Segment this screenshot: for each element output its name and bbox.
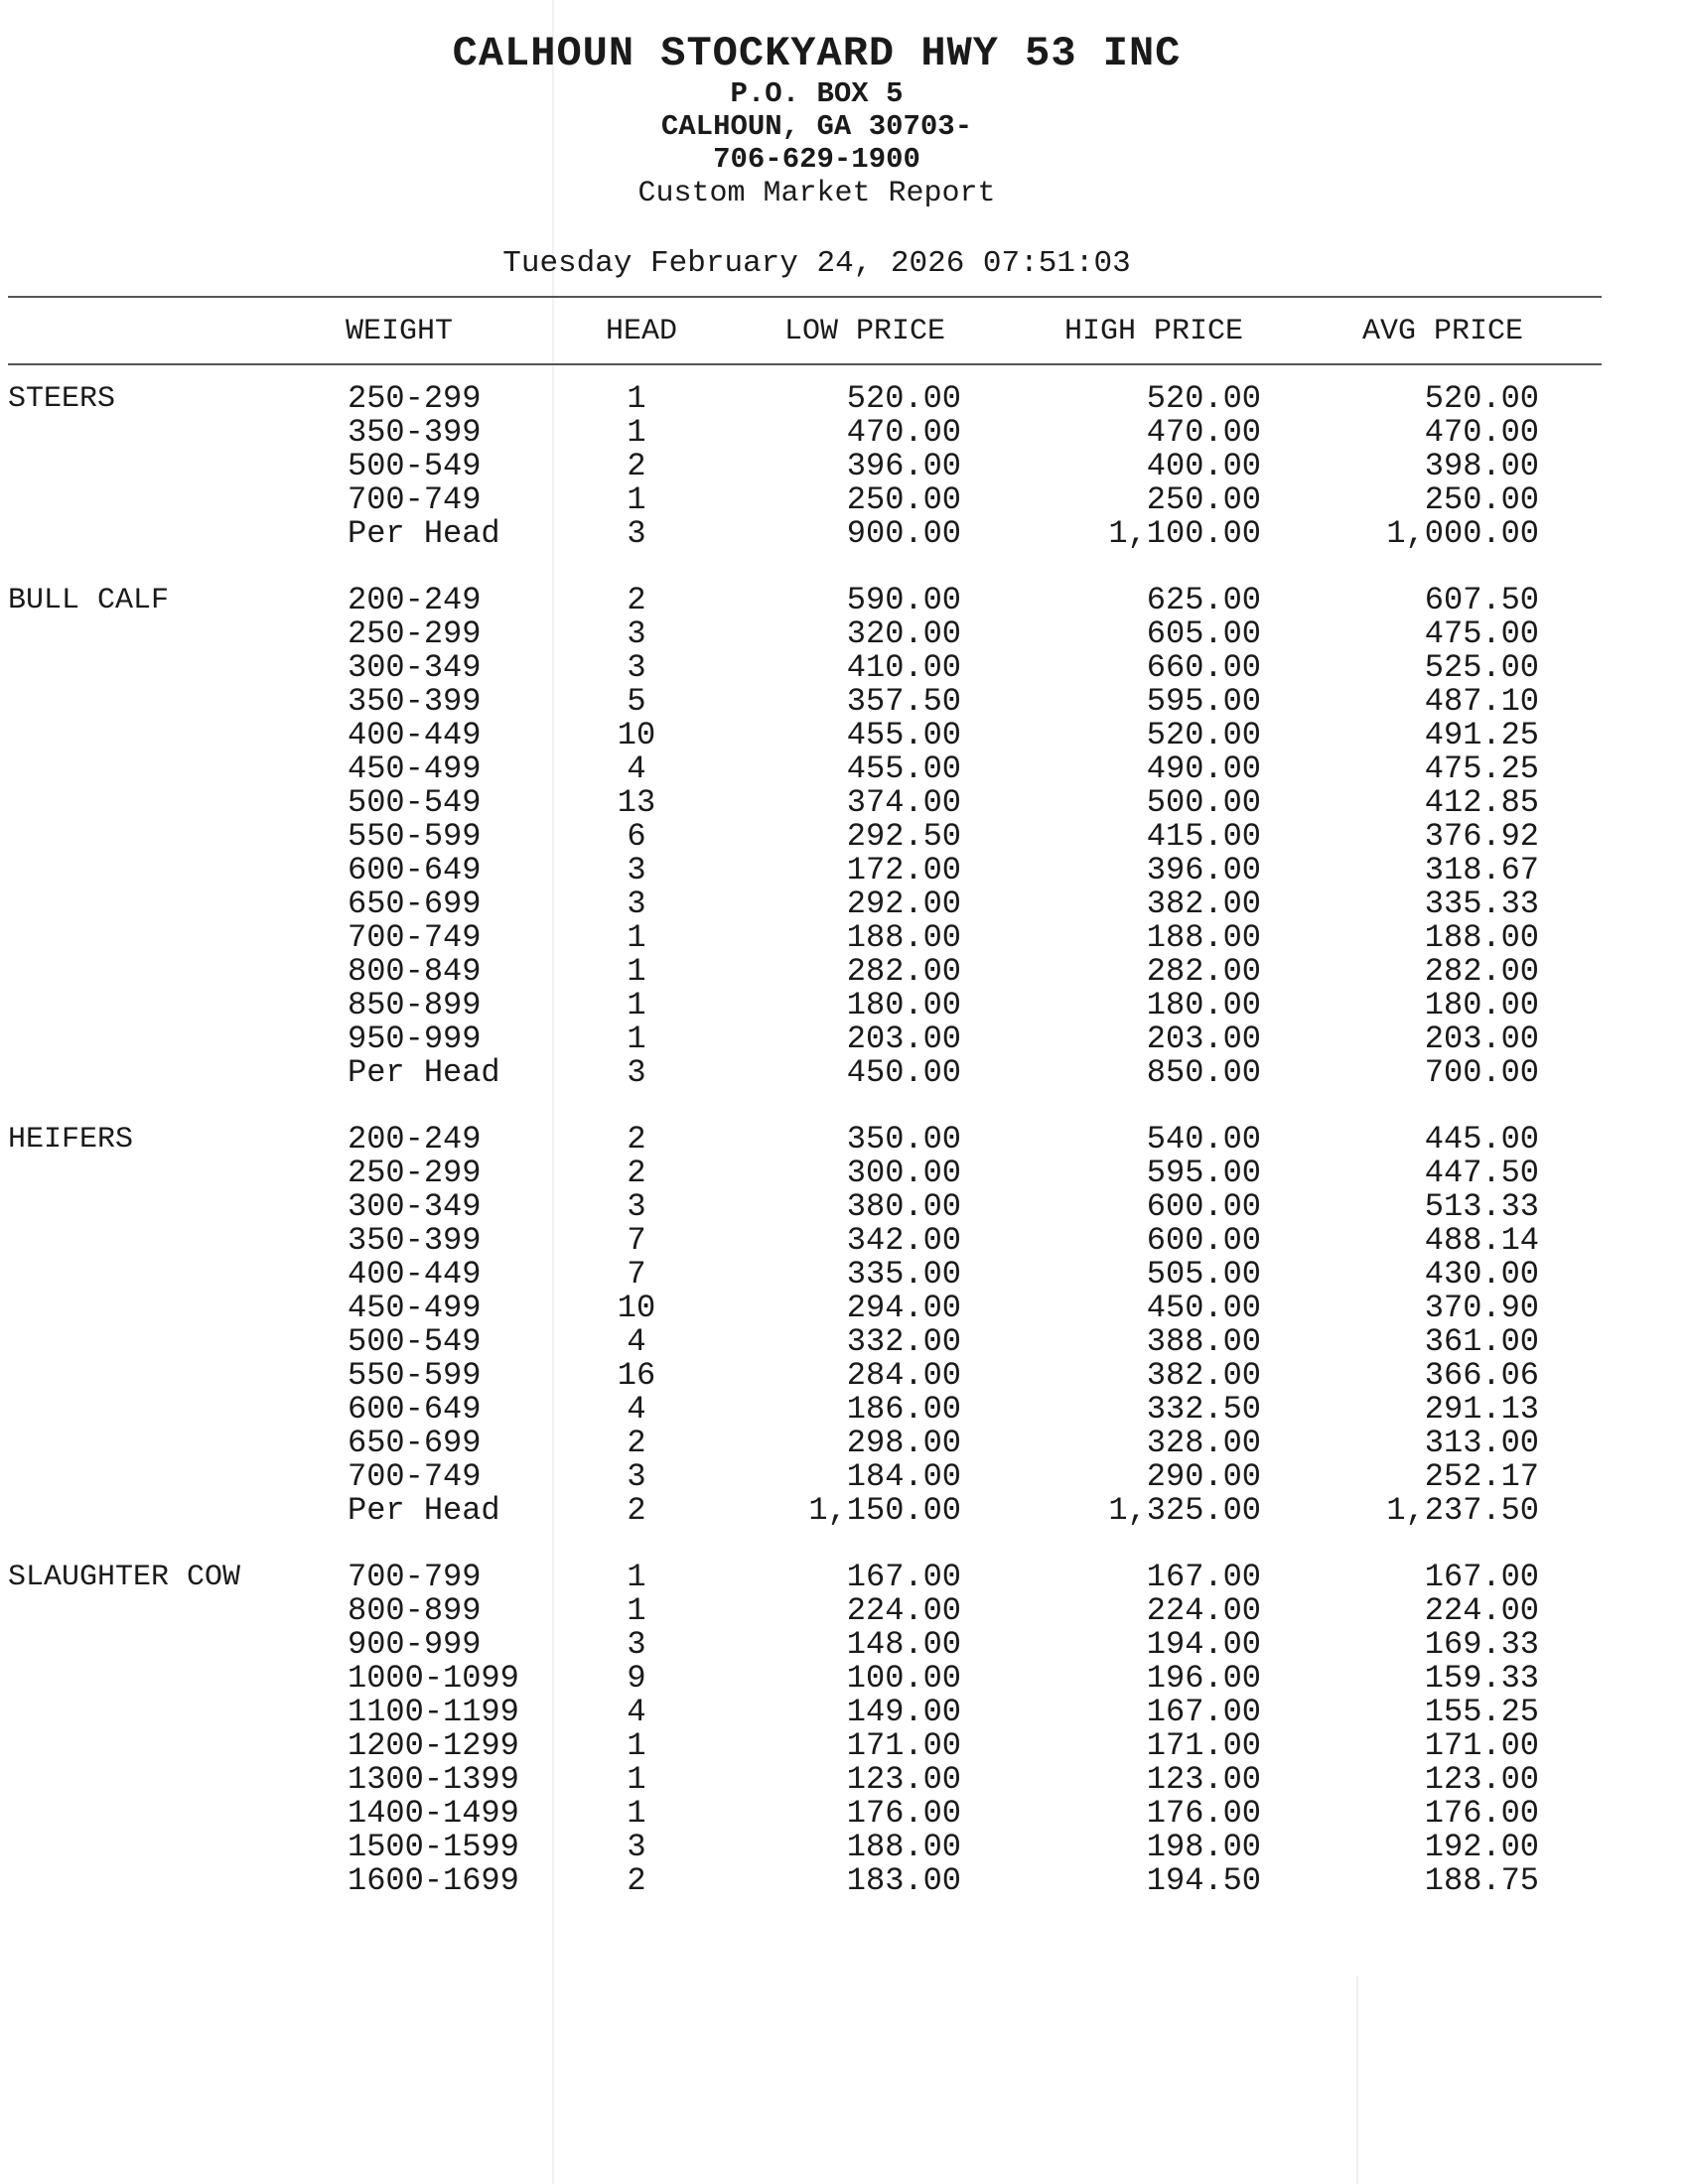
high-price-cell: 250.00 xyxy=(1146,481,1261,518)
table-row xyxy=(0,1594,1688,1628)
avg-price-cell: 176.00 xyxy=(1424,1795,1539,1832)
head-cell: 3 xyxy=(627,615,646,652)
head-cell: 1 xyxy=(627,1592,646,1629)
high-price-cell: 1,100.00 xyxy=(1108,515,1261,552)
category-label: HEIFERS xyxy=(8,1123,134,1157)
high-price-cell: 224.00 xyxy=(1146,1592,1261,1629)
head-cell: 10 xyxy=(617,1290,656,1326)
table-row xyxy=(0,1190,1688,1224)
head-cell: 10 xyxy=(617,717,656,753)
avg-price-cell: 180.00 xyxy=(1424,987,1539,1024)
table-row xyxy=(0,719,1688,752)
high-price-cell: 396.00 xyxy=(1146,852,1261,888)
low-price-cell: 176.00 xyxy=(846,1795,961,1832)
weight-cell: 250-299 xyxy=(348,1155,482,1191)
weight-cell: 800-899 xyxy=(348,1592,482,1629)
weight-cell: 700-799 xyxy=(348,1559,482,1595)
avg-price-cell: 282.00 xyxy=(1424,953,1539,990)
avg-price-cell: 376.92 xyxy=(1424,818,1539,855)
low-price-cell: 900.00 xyxy=(846,515,961,552)
high-price-cell: 490.00 xyxy=(1146,751,1261,787)
low-price-cell: 188.00 xyxy=(846,919,961,956)
low-price-cell: 184.00 xyxy=(846,1458,961,1495)
low-price-cell: 172.00 xyxy=(846,852,961,888)
low-price-cell: 300.00 xyxy=(846,1155,961,1191)
low-price-cell: 374.00 xyxy=(846,784,961,821)
weight-cell: 550-599 xyxy=(348,818,482,855)
head-cell: 1 xyxy=(627,1795,646,1832)
low-price-cell: 335.00 xyxy=(846,1256,961,1293)
avg-price-cell: 475.00 xyxy=(1424,615,1539,652)
table-row xyxy=(0,1696,1688,1729)
head-cell: 1 xyxy=(627,1761,646,1798)
avg-price-cell: 192.00 xyxy=(1424,1829,1539,1865)
avg-price-cell: 366.06 xyxy=(1424,1357,1539,1394)
weight-cell: 800-849 xyxy=(348,953,482,990)
head-cell: 3 xyxy=(627,1054,646,1091)
low-price-cell: 186.00 xyxy=(846,1391,961,1428)
weight-cell: Per Head xyxy=(348,1492,500,1529)
table-row xyxy=(0,483,1688,517)
avg-price-cell: 167.00 xyxy=(1424,1559,1539,1595)
table-row xyxy=(0,1157,1688,1190)
avg-price-cell: 250.00 xyxy=(1424,481,1539,518)
weight-cell: 450-499 xyxy=(348,751,482,787)
high-price-cell: 198.00 xyxy=(1146,1829,1261,1865)
low-price-cell: 203.00 xyxy=(846,1021,961,1057)
weight-cell: 400-449 xyxy=(348,717,482,753)
weight-cell: 350-399 xyxy=(348,683,482,720)
weight-cell: 1300-1399 xyxy=(348,1761,519,1798)
avg-price-cell: 1,000.00 xyxy=(1386,515,1539,552)
column-header-weight: WEIGHT xyxy=(346,315,454,348)
high-price-cell: 470.00 xyxy=(1146,414,1261,451)
head-cell: 1 xyxy=(627,953,646,990)
high-price-cell: 505.00 xyxy=(1146,1256,1261,1293)
table-row xyxy=(0,921,1688,955)
avg-price-cell: 169.33 xyxy=(1424,1626,1539,1663)
head-cell: 1 xyxy=(627,380,646,417)
high-price-cell: 595.00 xyxy=(1146,1155,1261,1191)
weight-cell: 350-399 xyxy=(348,1222,482,1259)
high-price-cell: 520.00 xyxy=(1146,380,1261,417)
category-label: BULL CALF xyxy=(8,584,170,617)
head-cell: 3 xyxy=(627,886,646,922)
weight-cell: 700-749 xyxy=(348,481,482,518)
high-price-cell: 167.00 xyxy=(1146,1694,1261,1730)
high-price-cell: 540.00 xyxy=(1146,1121,1261,1158)
low-price-cell: 171.00 xyxy=(846,1727,961,1764)
high-price-cell: 194.00 xyxy=(1146,1626,1261,1663)
avg-price-cell: 607.50 xyxy=(1424,582,1539,618)
low-price-cell: 188.00 xyxy=(846,1829,961,1865)
avg-price-cell: 470.00 xyxy=(1424,414,1539,451)
weight-cell: 900-999 xyxy=(348,1626,482,1663)
head-cell: 5 xyxy=(627,683,646,720)
head-cell: 3 xyxy=(627,1626,646,1663)
avg-price-cell: 370.90 xyxy=(1424,1290,1539,1326)
market-table xyxy=(0,382,1688,1931)
low-price-cell: 396.00 xyxy=(846,448,961,484)
section-bull-calf xyxy=(0,584,1688,1090)
head-cell: 2 xyxy=(627,1492,646,1529)
weight-cell: 700-749 xyxy=(348,1458,482,1495)
table-row xyxy=(0,1797,1688,1831)
high-price-cell: 171.00 xyxy=(1146,1727,1261,1764)
high-price-cell: 382.00 xyxy=(1146,1357,1261,1394)
low-price-cell: 183.00 xyxy=(846,1862,961,1899)
table-row xyxy=(0,617,1688,651)
table-row xyxy=(0,820,1688,854)
table-row xyxy=(0,887,1688,921)
low-price-cell: 292.00 xyxy=(846,886,961,922)
head-cell: 3 xyxy=(627,649,646,686)
table-row xyxy=(0,1056,1688,1090)
avg-price-cell: 488.14 xyxy=(1424,1222,1539,1259)
section-slaughter-cow xyxy=(0,1561,1688,1898)
avg-price-cell: 313.00 xyxy=(1424,1425,1539,1461)
low-price-cell: 450.00 xyxy=(846,1054,961,1091)
low-price-cell: 455.00 xyxy=(846,751,961,787)
high-price-cell: 600.00 xyxy=(1146,1188,1261,1225)
low-price-cell: 224.00 xyxy=(846,1592,961,1629)
avg-price-cell: 412.85 xyxy=(1424,784,1539,821)
avg-price-cell: 188.00 xyxy=(1424,919,1539,956)
weight-cell: 950-999 xyxy=(348,1021,482,1057)
table-row xyxy=(0,1729,1688,1763)
low-price-cell: 320.00 xyxy=(846,615,961,652)
weight-cell: 450-499 xyxy=(348,1290,482,1326)
high-price-cell: 400.00 xyxy=(1146,448,1261,484)
low-price-cell: 180.00 xyxy=(846,987,961,1024)
table-row xyxy=(0,786,1688,820)
high-price-cell: 282.00 xyxy=(1146,953,1261,990)
weight-cell: Per Head xyxy=(348,1054,500,1091)
weight-cell: 600-649 xyxy=(348,1391,482,1428)
weight-cell: 1500-1599 xyxy=(348,1829,519,1865)
high-price-cell: 660.00 xyxy=(1146,649,1261,686)
avg-price-cell: 445.00 xyxy=(1424,1121,1539,1158)
avg-price-cell: 487.10 xyxy=(1424,683,1539,720)
weight-cell: 400-449 xyxy=(348,1256,482,1293)
head-cell: 3 xyxy=(627,1188,646,1225)
high-price-cell: 600.00 xyxy=(1146,1222,1261,1259)
table-row xyxy=(0,1831,1688,1864)
head-cell: 7 xyxy=(627,1256,646,1293)
weight-cell: 650-699 xyxy=(348,1425,482,1461)
high-price-cell: 167.00 xyxy=(1146,1559,1261,1595)
low-price-cell: 294.00 xyxy=(846,1290,961,1326)
report-datetime: Tuesday February 24, 2026 07:51:03 xyxy=(502,246,1131,281)
weight-cell: 600-649 xyxy=(348,852,482,888)
low-price-cell: 282.00 xyxy=(846,953,961,990)
high-price-cell: 450.00 xyxy=(1146,1290,1261,1326)
company-name: CALHOUN STOCKYARD HWY 53 INC xyxy=(452,30,1182,77)
head-cell: 2 xyxy=(627,582,646,618)
column-header-low-price: LOW PRICE xyxy=(784,315,946,348)
low-price-cell: 590.00 xyxy=(846,582,961,618)
low-price-cell: 250.00 xyxy=(846,481,961,518)
weight-cell: Per Head xyxy=(348,515,500,552)
low-price-cell: 380.00 xyxy=(846,1188,961,1225)
head-cell: 1 xyxy=(627,1559,646,1595)
avg-price-cell: 513.33 xyxy=(1424,1188,1539,1225)
high-price-cell: 203.00 xyxy=(1146,1021,1261,1057)
head-cell: 1 xyxy=(627,1021,646,1057)
section-heifers xyxy=(0,1123,1688,1528)
head-cell: 4 xyxy=(627,1391,646,1428)
weight-cell: 1400-1499 xyxy=(348,1795,519,1832)
weight-cell: 650-699 xyxy=(348,886,482,922)
low-price-cell: 284.00 xyxy=(846,1357,961,1394)
table-row xyxy=(0,1763,1688,1797)
high-price-cell: 332.50 xyxy=(1146,1391,1261,1428)
column-header-avg-price: AVG PRICE xyxy=(1362,315,1524,348)
high-price-cell: 415.00 xyxy=(1146,818,1261,855)
head-cell: 2 xyxy=(627,1155,646,1191)
head-cell: 2 xyxy=(627,1121,646,1158)
head-cell: 2 xyxy=(627,1425,646,1461)
table-row xyxy=(0,1393,1688,1427)
high-price-cell: 850.00 xyxy=(1146,1054,1261,1091)
avg-price-cell: 520.00 xyxy=(1424,380,1539,417)
table-row xyxy=(0,1123,1688,1157)
high-price-cell: 290.00 xyxy=(1146,1458,1261,1495)
weight-cell: 700-749 xyxy=(348,919,482,956)
head-cell: 1 xyxy=(627,481,646,518)
low-price-cell: 149.00 xyxy=(846,1694,961,1730)
head-cell: 3 xyxy=(627,1458,646,1495)
high-price-cell: 520.00 xyxy=(1146,717,1261,753)
weight-cell: 500-549 xyxy=(348,1323,482,1360)
column-header-high-price: HIGH PRICE xyxy=(1064,315,1244,348)
table-row xyxy=(0,1864,1688,1898)
table-row xyxy=(0,1561,1688,1594)
high-price-cell: 328.00 xyxy=(1146,1425,1261,1461)
weight-cell: 500-549 xyxy=(348,448,482,484)
avg-price-cell: 475.25 xyxy=(1424,751,1539,787)
low-price-cell: 520.00 xyxy=(846,380,961,417)
table-row xyxy=(0,382,1688,416)
high-price-cell: 625.00 xyxy=(1146,582,1261,618)
avg-price-cell: 361.00 xyxy=(1424,1323,1539,1360)
table-row xyxy=(0,685,1688,719)
report-title: Custom Market Report xyxy=(637,177,996,210)
high-price-cell: 595.00 xyxy=(1146,683,1261,720)
section-steers xyxy=(0,382,1688,551)
avg-price-cell: 171.00 xyxy=(1424,1727,1539,1764)
low-price-cell: 123.00 xyxy=(846,1761,961,1798)
head-cell: 1 xyxy=(627,919,646,956)
low-price-cell: 100.00 xyxy=(846,1660,961,1697)
table-row xyxy=(0,1258,1688,1292)
table-row xyxy=(0,450,1688,483)
avg-price-cell: 398.00 xyxy=(1424,448,1539,484)
po-box: P.O. BOX 5 xyxy=(730,77,904,110)
table-row xyxy=(0,416,1688,450)
table-row xyxy=(0,1023,1688,1056)
category-label: STEERS xyxy=(8,382,116,416)
high-price-cell: 382.00 xyxy=(1146,886,1261,922)
high-price-cell: 176.00 xyxy=(1146,1795,1261,1832)
head-cell: 1 xyxy=(627,1727,646,1764)
head-cell: 2 xyxy=(627,1862,646,1899)
weight-cell: 300-349 xyxy=(348,649,482,686)
avg-price-cell: 224.00 xyxy=(1424,1592,1539,1629)
low-price-cell: 357.50 xyxy=(846,683,961,720)
table-row xyxy=(0,1460,1688,1494)
column-header-head: HEAD xyxy=(606,315,678,348)
head-cell: 13 xyxy=(617,784,656,821)
table-row xyxy=(0,1662,1688,1696)
low-price-cell: 298.00 xyxy=(846,1425,961,1461)
table-row xyxy=(0,752,1688,786)
head-cell: 3 xyxy=(627,1829,646,1865)
head-cell: 6 xyxy=(627,818,646,855)
avg-price-cell: 700.00 xyxy=(1424,1054,1539,1091)
weight-cell: 500-549 xyxy=(348,784,482,821)
low-price-cell: 167.00 xyxy=(846,1559,961,1595)
high-price-cell: 388.00 xyxy=(1146,1323,1261,1360)
table-row xyxy=(0,584,1688,617)
scan-artifact xyxy=(1356,1976,1358,2184)
low-price-cell: 332.00 xyxy=(846,1323,961,1360)
low-price-cell: 350.00 xyxy=(846,1121,961,1158)
head-cell: 1 xyxy=(627,987,646,1024)
high-price-cell: 196.00 xyxy=(1146,1660,1261,1697)
head-cell: 7 xyxy=(627,1222,646,1259)
table-row xyxy=(0,1427,1688,1460)
low-price-cell: 342.00 xyxy=(846,1222,961,1259)
low-price-cell: 292.50 xyxy=(846,818,961,855)
table-row xyxy=(0,1494,1688,1528)
head-cell: 1 xyxy=(627,414,646,451)
low-price-cell: 148.00 xyxy=(846,1626,961,1663)
top-divider xyxy=(8,296,1602,298)
low-price-cell: 410.00 xyxy=(846,649,961,686)
high-price-cell: 188.00 xyxy=(1146,919,1261,956)
weight-cell: 1600-1699 xyxy=(348,1862,519,1899)
category-label: SLAUGHTER COW xyxy=(8,1561,241,1594)
avg-price-cell: 188.75 xyxy=(1424,1862,1539,1899)
table-row xyxy=(0,854,1688,887)
weight-cell: 300-349 xyxy=(348,1188,482,1225)
avg-price-cell: 335.33 xyxy=(1424,886,1539,922)
head-cell: 9 xyxy=(627,1660,646,1697)
avg-price-cell: 318.67 xyxy=(1424,852,1539,888)
weight-cell: 200-249 xyxy=(348,582,482,618)
avg-price-cell: 525.00 xyxy=(1424,649,1539,686)
avg-price-cell: 291.13 xyxy=(1424,1391,1539,1428)
avg-price-cell: 1,237.50 xyxy=(1386,1492,1539,1529)
table-row xyxy=(0,1359,1688,1393)
table-row xyxy=(0,989,1688,1023)
high-price-cell: 1,325.00 xyxy=(1108,1492,1261,1529)
low-price-cell: 455.00 xyxy=(846,717,961,753)
head-cell: 4 xyxy=(627,1694,646,1730)
avg-price-cell: 252.17 xyxy=(1424,1458,1539,1495)
avg-price-cell: 447.50 xyxy=(1424,1155,1539,1191)
table-row xyxy=(0,955,1688,989)
head-cell: 4 xyxy=(627,751,646,787)
head-cell: 3 xyxy=(627,852,646,888)
weight-cell: 250-299 xyxy=(348,615,482,652)
avg-price-cell: 155.25 xyxy=(1424,1694,1539,1730)
avg-price-cell: 159.33 xyxy=(1424,1660,1539,1697)
weight-cell: 1100-1199 xyxy=(348,1694,519,1730)
header-divider xyxy=(8,363,1602,365)
high-price-cell: 194.50 xyxy=(1146,1862,1261,1899)
weight-cell: 850-899 xyxy=(348,987,482,1024)
avg-price-cell: 430.00 xyxy=(1424,1256,1539,1293)
table-row xyxy=(0,1325,1688,1359)
phone-number: 706-629-1900 xyxy=(713,143,920,176)
head-cell: 4 xyxy=(627,1323,646,1360)
avg-price-cell: 203.00 xyxy=(1424,1021,1539,1057)
table-row xyxy=(0,1224,1688,1258)
table-row xyxy=(0,1628,1688,1662)
low-price-cell: 470.00 xyxy=(846,414,961,451)
city-address: CALHOUN, GA 30703- xyxy=(660,110,973,143)
avg-price-cell: 491.25 xyxy=(1424,717,1539,753)
weight-cell: 200-249 xyxy=(348,1121,482,1158)
weight-cell: 250-299 xyxy=(348,380,482,417)
weight-cell: 350-399 xyxy=(348,414,482,451)
weight-cell: 1000-1099 xyxy=(348,1660,519,1697)
table-row xyxy=(0,517,1688,551)
table-row xyxy=(0,651,1688,685)
head-cell: 16 xyxy=(617,1357,656,1394)
high-price-cell: 180.00 xyxy=(1146,987,1261,1024)
weight-cell: 1200-1299 xyxy=(348,1727,519,1764)
table-row xyxy=(0,1292,1688,1325)
head-cell: 2 xyxy=(627,448,646,484)
high-price-cell: 500.00 xyxy=(1146,784,1261,821)
weight-cell: 550-599 xyxy=(348,1357,482,1394)
high-price-cell: 123.00 xyxy=(1146,1761,1261,1798)
head-cell: 3 xyxy=(627,515,646,552)
high-price-cell: 605.00 xyxy=(1146,615,1261,652)
low-price-cell: 1,150.00 xyxy=(808,1492,961,1529)
avg-price-cell: 123.00 xyxy=(1424,1761,1539,1798)
